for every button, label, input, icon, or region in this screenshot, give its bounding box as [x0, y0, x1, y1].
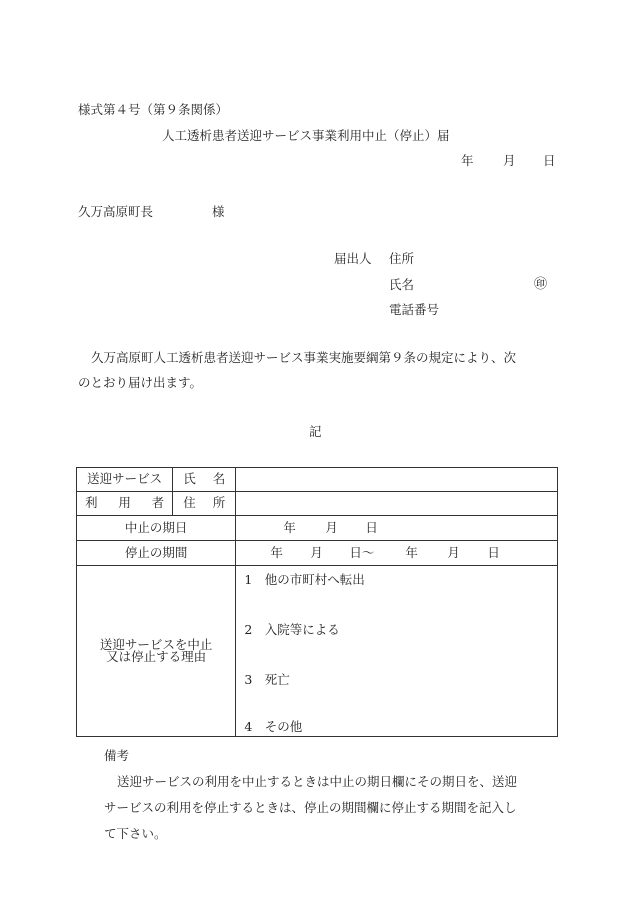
user-name-label: 氏 名 — [173, 468, 236, 492]
table-row — [77, 516, 558, 541]
application-table — [76, 467, 558, 737]
notifier-label: 届出人 — [334, 251, 372, 266]
service-user-label-top: 送迎サービス — [77, 468, 173, 492]
form-title: 人工透析患者送迎サービス事業利用中止（停止）届 — [162, 128, 450, 143]
reason-option-hospital[interactable]: 2 入院等による — [244, 622, 340, 637]
reason-option-death[interactable]: 3 死亡 — [244, 672, 290, 687]
reason-option-other[interactable]: 4 その他 — [244, 719, 303, 734]
addressee-honorific: 様 — [212, 204, 225, 219]
notes-line2: サービスの利用を停止するときは、停止の期間欄に停止する期間を記入し — [104, 800, 517, 815]
table-row — [77, 566, 558, 737]
name-label: 氏名 — [389, 277, 415, 292]
service-user-label-bottom: 利 用 者 — [77, 492, 173, 516]
stop-date-label: 中止の期日 — [77, 516, 236, 541]
table-row — [77, 468, 558, 492]
address-label: 住所 — [389, 251, 415, 266]
notes-line1: 送迎サービスの利用を中止するときは中止の期日欄にその期日を、送迎 — [117, 774, 518, 789]
user-address-field[interactable] — [236, 492, 558, 516]
user-name-field[interactable] — [236, 468, 558, 492]
date-day: 日 — [543, 153, 556, 168]
body-text-line1: 久万高原町人工透析患者送迎サービス事業実施要綱第９条の規定により、次 — [91, 350, 517, 365]
phone-label: 電話番号 — [389, 302, 440, 317]
date-month: 月 — [503, 153, 516, 168]
table-row — [77, 492, 558, 516]
form-number: 様式第４号（第９条関係） — [78, 102, 229, 117]
suspend-period-field[interactable]: 年 月 日～ 年 月 日 — [236, 541, 558, 566]
reason-options — [236, 566, 558, 737]
table-row — [77, 541, 558, 566]
body-text-line2: のとおり届け出ます。 — [78, 375, 203, 390]
suspend-period-label: 停止の期間 — [77, 541, 236, 566]
notes-line3: て下さい。 — [104, 826, 167, 841]
notes-heading: 備考 — [104, 748, 130, 763]
reason-label: 送迎サービスを中止 又は停止する理由 — [77, 566, 236, 737]
addressee-name: 久万高原町長 — [78, 204, 154, 219]
date-year: 年 — [461, 153, 474, 168]
seal-mark: ㊞ — [534, 277, 548, 292]
user-address-label: 住 所 — [173, 492, 236, 516]
ki-heading: 記 — [309, 424, 322, 439]
reason-option-transfer[interactable]: 1 他の市町村へ転出 — [244, 572, 365, 587]
stop-date-field[interactable]: 年 月 日 — [236, 516, 558, 541]
